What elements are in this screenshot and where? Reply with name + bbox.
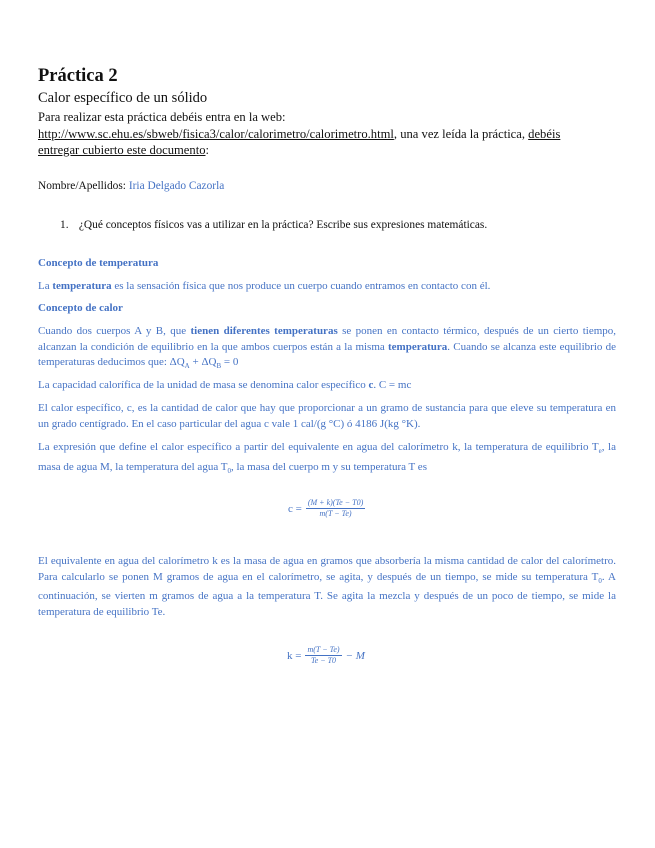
name-value: Iria Delgado Cazorla xyxy=(128,180,225,192)
heading-temperatura: Concepto de temperatura xyxy=(38,257,159,269)
question-text: ¿Qué conceptos físicos vas a utilizar en la práctica? Escribe sus expresiones matemáticas. xyxy=(78,219,488,231)
intro-line1: Para realizar esta práctica debéis entra en la web: xyxy=(38,110,286,124)
page-title: Práctica 2 xyxy=(38,66,118,86)
intro-paragraph xyxy=(38,109,618,159)
paragraph-equilibrio: Cuando dos cuerpos A y B, que tienen diferentes temperaturas se ponen en contacto térmico, después de un cierto tiempo, alcanzan la condición de equilibrio en la que ambos cuerpos están a la misma temperatura. Cuando se alcanza este equilibrio de temperaturas deducimos que: $\Delta Q_A + \Delta Q_B = 0$ xyxy=(38,325,617,371)
name-label: Nombre/Apellidos: xyxy=(38,180,126,192)
name-line xyxy=(38,180,224,192)
paragraph-expresion: La expresión que define el calor específico a partir del equivalente en agua del calorímetro k, la temperatura de equilibrio $T_e$, la masa de agua M, la temperatura del agua $T_0$, la masa del cuerpo m y su temperatura T es xyxy=(38,441,616,475)
question-number: 1. xyxy=(60,219,69,231)
formula-k-rhs: − M xyxy=(345,649,365,662)
paragraph-equivalente: El equivalente en agua del calorímetro k es la masa de agua en gramos que absorbería la misma cantidad de calor del calorímetro. Para calcularlo se ponen M gramos de agua en el calorímetro, se agita, y después de un tiempo, se mide su temperatura $T_0$. A continuación, se vierten m gramos de agua a la temperatura T. Se agita la mezcla y después de un poco de tiempo, se mide la temperatura de equilibrio Te. xyxy=(38,555,616,618)
formula-k-numerator: m(T − Te) xyxy=(307,645,340,654)
page-subtitle: Calor específico de un sólido xyxy=(38,90,208,106)
formula-c-lhs: c = xyxy=(288,502,302,515)
paragraph-capacidad: La capacidad calorífica de la unidad de masa se denomina calor específico c. C = mc xyxy=(38,379,412,391)
formula-k-denominator: Te − T0 xyxy=(310,656,337,665)
paragraph-temperatura: La temperatura es la sensación física que nos produce un cuerpo cuando entramos en contacto con él. xyxy=(38,280,491,292)
debeis-text: debéis xyxy=(528,126,561,141)
formula-k xyxy=(287,645,365,666)
formula-k-lhs: k = xyxy=(287,649,302,662)
question-1 xyxy=(60,219,487,231)
formula-c-fraction xyxy=(306,498,365,519)
formula-c-numerator: (M + k)(Te − T0) xyxy=(307,498,364,507)
formula-k-fraction xyxy=(305,645,341,666)
formula-c-denominator: m(T − Te) xyxy=(319,509,352,518)
entregar-text: entregar cubierto este documento xyxy=(38,143,206,157)
calorimetro-link[interactable]: http://www.sc.ehu.es/sbweb/fisica3/calor/calorimetro/calorimetro.html xyxy=(38,126,394,141)
intro-line3: entregar cubierto este documento: xyxy=(38,143,209,157)
paragraph-calor-especifico: El calor específico, c, es la cantidad de calor que hay que proporcionar a un gramo de sustancia para que eleve su temperatura en un grado centígrado. En el caso particular del agua c vale 1 cal/(g °C) ó 4186 J(kg °K). xyxy=(38,402,616,430)
formula-c xyxy=(288,498,365,519)
heading-calor: Concepto de calor xyxy=(38,302,123,314)
intro-line2: http://www.sc.ehu.es/sbweb/fisica3/calor/calorimetro/calorimetro.html, una vez leída la práctica, debéis xyxy=(38,126,561,141)
